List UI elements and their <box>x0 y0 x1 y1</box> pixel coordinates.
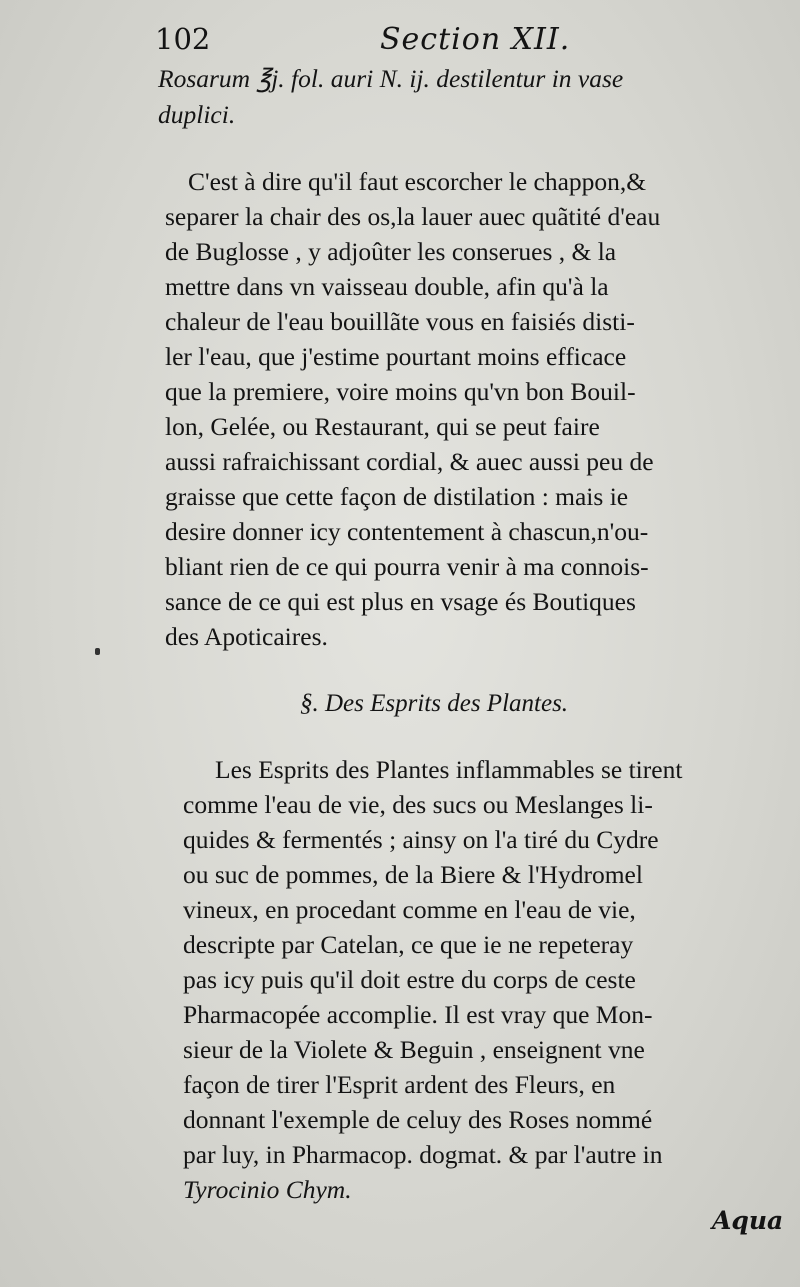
text-line: quides & fermentés ; ainsy on l'a tiré du Cydre <box>183 825 659 854</box>
text-line: aussi rafraichissant cordial, & auec aussi peu de <box>165 447 654 476</box>
text-line: ler l'eau, que j'estime pourtant moins efficace <box>165 342 627 371</box>
text-line: mettre dans vn vaisseau double, afin qu'à la <box>165 272 609 301</box>
text-line: des Apoticaires. <box>165 622 328 651</box>
text-line: ou suc de pommes, de la Biere & l'Hydromel <box>183 860 643 889</box>
text-line: pas icy puis qu'il doit estre du corps de ceste <box>183 965 636 994</box>
text-line: sieur de la Violete & Beguin , enseignent vne <box>183 1035 645 1064</box>
text-line: bliant rien de ce qui pourra venir à ma connois- <box>165 552 649 581</box>
text-line: façon de tirer l'Esprit ardent des Fleurs, en <box>183 1070 616 1099</box>
text-line: descripte par Catelan, ce que ie ne repeteray <box>183 930 634 959</box>
section-heading: §. Des Esprits des Plantes. <box>300 690 569 717</box>
text-line: separer la chair des os,la lauer auec quãtité d'eau <box>165 202 661 231</box>
text-line: que la premiere, voire moins qu'vn bon Bouil- <box>165 377 636 406</box>
ink-spot <box>95 648 100 655</box>
page-number: 102 <box>155 22 211 56</box>
text-line: par luy, in Pharmacop. dogmat. & par l'autre in <box>183 1140 663 1169</box>
text-line: Pharmacopée accomplie. Il est vray que Mon- <box>183 1000 653 1029</box>
running-header <box>0 22 800 62</box>
text-line: sance de ce qui est plus en vsage és Boutiques <box>165 587 636 616</box>
text-line: chaleur de l'eau bouillãte vous en faisiés disti- <box>165 307 635 336</box>
recipe-line: Rosarum ℥j. fol. auri N. ij. destilentur in vase <box>158 64 624 93</box>
text-line: C'est à dire qu'il faut escorcher le chappon,& <box>188 167 647 196</box>
text-line: de Buglosse , y adjoûter les conserues , & la <box>165 237 617 266</box>
catchword: Aqua <box>712 1206 784 1235</box>
text-line: vineux, en procedant comme en l'eau de vie, <box>183 895 636 924</box>
text-line: graisse que cette façon de distilation : mais ie <box>165 482 629 511</box>
text-line: Les Esprits des Plantes inflammables se tirent <box>215 755 683 784</box>
section-title: Section XII. <box>380 22 571 57</box>
recipe-line: duplici. <box>158 100 236 129</box>
text-line: desire donner icy contentement à chascun,n'ou- <box>165 517 649 546</box>
text-line: comme l'eau de vie, des sucs ou Meslanges li- <box>183 790 653 819</box>
text-line: Tyrocinio Chym. <box>183 1175 352 1204</box>
text-line: lon, Gelée, ou Restaurant, qui se peut faire <box>165 412 600 441</box>
text-line: donnant l'exemple de celuy des Roses nommé <box>183 1105 653 1134</box>
